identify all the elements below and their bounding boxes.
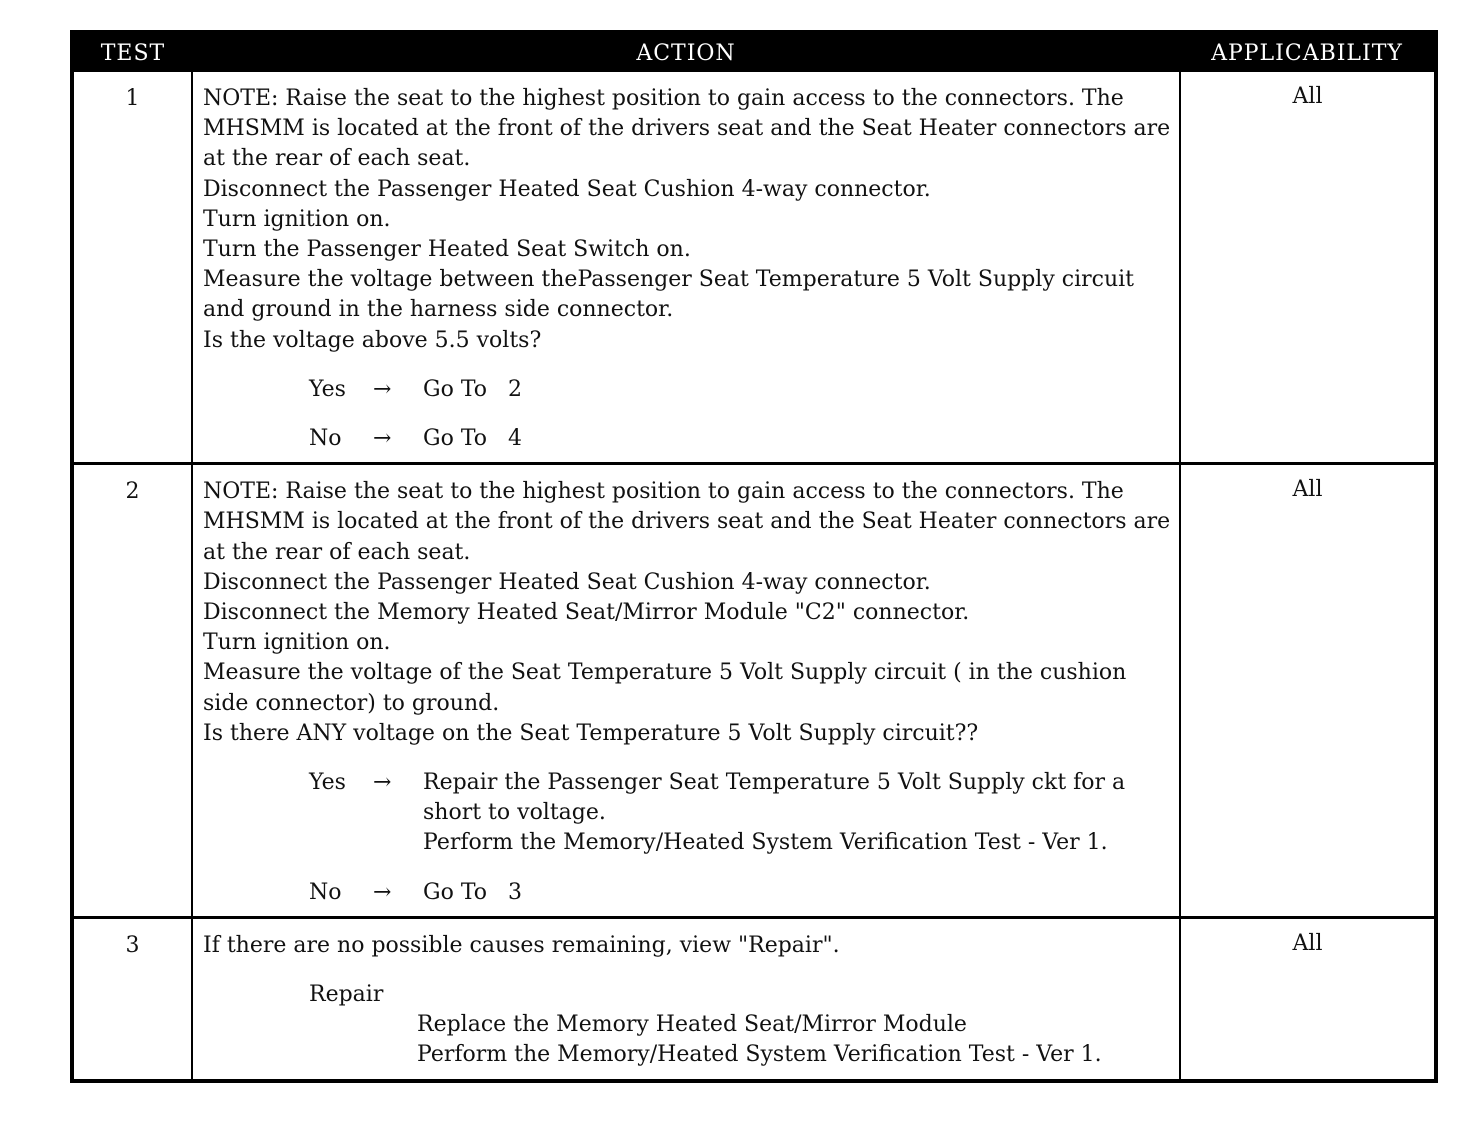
action-line: Measure the voltage of the Seat Temperature 5 Volt Supply circuit ( in the cushion bbox=[203, 660, 1127, 686]
test-row-1 bbox=[72, 72, 1436, 464]
test-row-3 bbox=[72, 917, 1436, 1080]
yes-result bbox=[423, 375, 1173, 405]
yes-label: Yes bbox=[309, 376, 346, 402]
header-applicability: APPLICABILITY bbox=[1180, 32, 1436, 72]
test-number: 1 bbox=[72, 72, 192, 464]
result-line: Go To 2 bbox=[423, 376, 522, 402]
action-line: Measure the voltage between thePassenger Seat Temperature 5 Volt Supply circuit bbox=[203, 267, 1134, 293]
action-line: Is the voltage above 5.5 volts? bbox=[203, 327, 542, 353]
no-branch bbox=[309, 424, 1173, 454]
repair-step: Replace the Memory Heated Seat/Mirror Module bbox=[417, 1012, 967, 1038]
applicability: All bbox=[1292, 930, 1323, 956]
test-action bbox=[192, 917, 1180, 1080]
right-arrow-icon: → bbox=[373, 376, 392, 402]
action-line: MHSMM is located at the front of the drivers seat and the Seat Heater connectors are bbox=[203, 116, 1171, 142]
action-line: MHSMM is located at the front of the drivers seat and the Seat Heater connectors are bbox=[203, 509, 1171, 535]
result-line: Repair the Passenger Seat Temperature 5 Volt Supply ckt for a bbox=[423, 770, 1126, 796]
action-line: at the rear of each seat. bbox=[203, 146, 471, 172]
test-number: 3 bbox=[72, 917, 192, 1080]
right-arrow-icon: → bbox=[373, 426, 392, 452]
applicability: All bbox=[1180, 464, 1436, 918]
action-line: Disconnect the Passenger Heated Seat Cushion 4-way connector. bbox=[203, 176, 931, 202]
right-arrow-icon: → bbox=[373, 770, 392, 796]
action-line: If there are no possible causes remaining, view "Repair". bbox=[203, 932, 840, 958]
action-line: Is there ANY voltage on the Seat Temperature 5 Volt Supply circuit?? bbox=[203, 720, 979, 746]
action-line: Turn ignition on. bbox=[203, 206, 391, 232]
applicability: All bbox=[1180, 72, 1436, 464]
yes-result bbox=[423, 768, 1173, 859]
action-line: Turn ignition on. bbox=[203, 630, 391, 656]
action-line: and ground in the harness side connector. bbox=[203, 297, 674, 323]
action-line: Disconnect the Passenger Heated Seat Cushion 4-way connector. bbox=[203, 569, 931, 595]
action-line: Turn the Passenger Heated Seat Switch on. bbox=[203, 237, 691, 263]
test-action bbox=[192, 464, 1180, 918]
no-label: No bbox=[309, 426, 342, 452]
repair-label: Repair bbox=[309, 982, 384, 1008]
action-line: NOTE: Raise the seat to the highest position to gain access to the connectors. The bbox=[203, 86, 1124, 111]
result-line: Perform the Memory/Heated System Verification Test - Ver 1. bbox=[423, 830, 1108, 856]
header-test: TEST bbox=[72, 32, 192, 72]
no-result bbox=[423, 424, 1173, 454]
yes-label: Yes bbox=[309, 770, 346, 796]
action-line: at the rear of each seat. bbox=[203, 539, 471, 565]
action-line: Disconnect the Memory Heated Seat/Mirror Module "C2" connector. bbox=[203, 600, 970, 626]
repair-step: Perform the Memory/Heated System Verification Test - Ver 1. bbox=[417, 1042, 1102, 1068]
no-label: No bbox=[309, 879, 342, 905]
no-result bbox=[423, 878, 1173, 908]
header-row bbox=[72, 32, 1436, 72]
action-line: side connector) to ground. bbox=[203, 690, 500, 716]
result-line: short to voltage. bbox=[423, 800, 606, 826]
yes-branch bbox=[309, 768, 1173, 859]
test-number: 2 bbox=[72, 464, 192, 918]
header-action: ACTION bbox=[192, 32, 1180, 72]
yes-branch bbox=[309, 375, 1173, 405]
diagnostic-test-table bbox=[70, 30, 1438, 1083]
right-arrow-icon: → bbox=[373, 879, 392, 905]
result-line: Go To 3 bbox=[423, 879, 522, 905]
no-branch bbox=[309, 878, 1173, 908]
test-row-2 bbox=[72, 464, 1436, 918]
result-line: Go To 4 bbox=[423, 426, 522, 452]
test-action bbox=[192, 72, 1180, 464]
action-line: NOTE: Raise the seat to the highest position to gain access to the connectors. The bbox=[203, 479, 1124, 505]
